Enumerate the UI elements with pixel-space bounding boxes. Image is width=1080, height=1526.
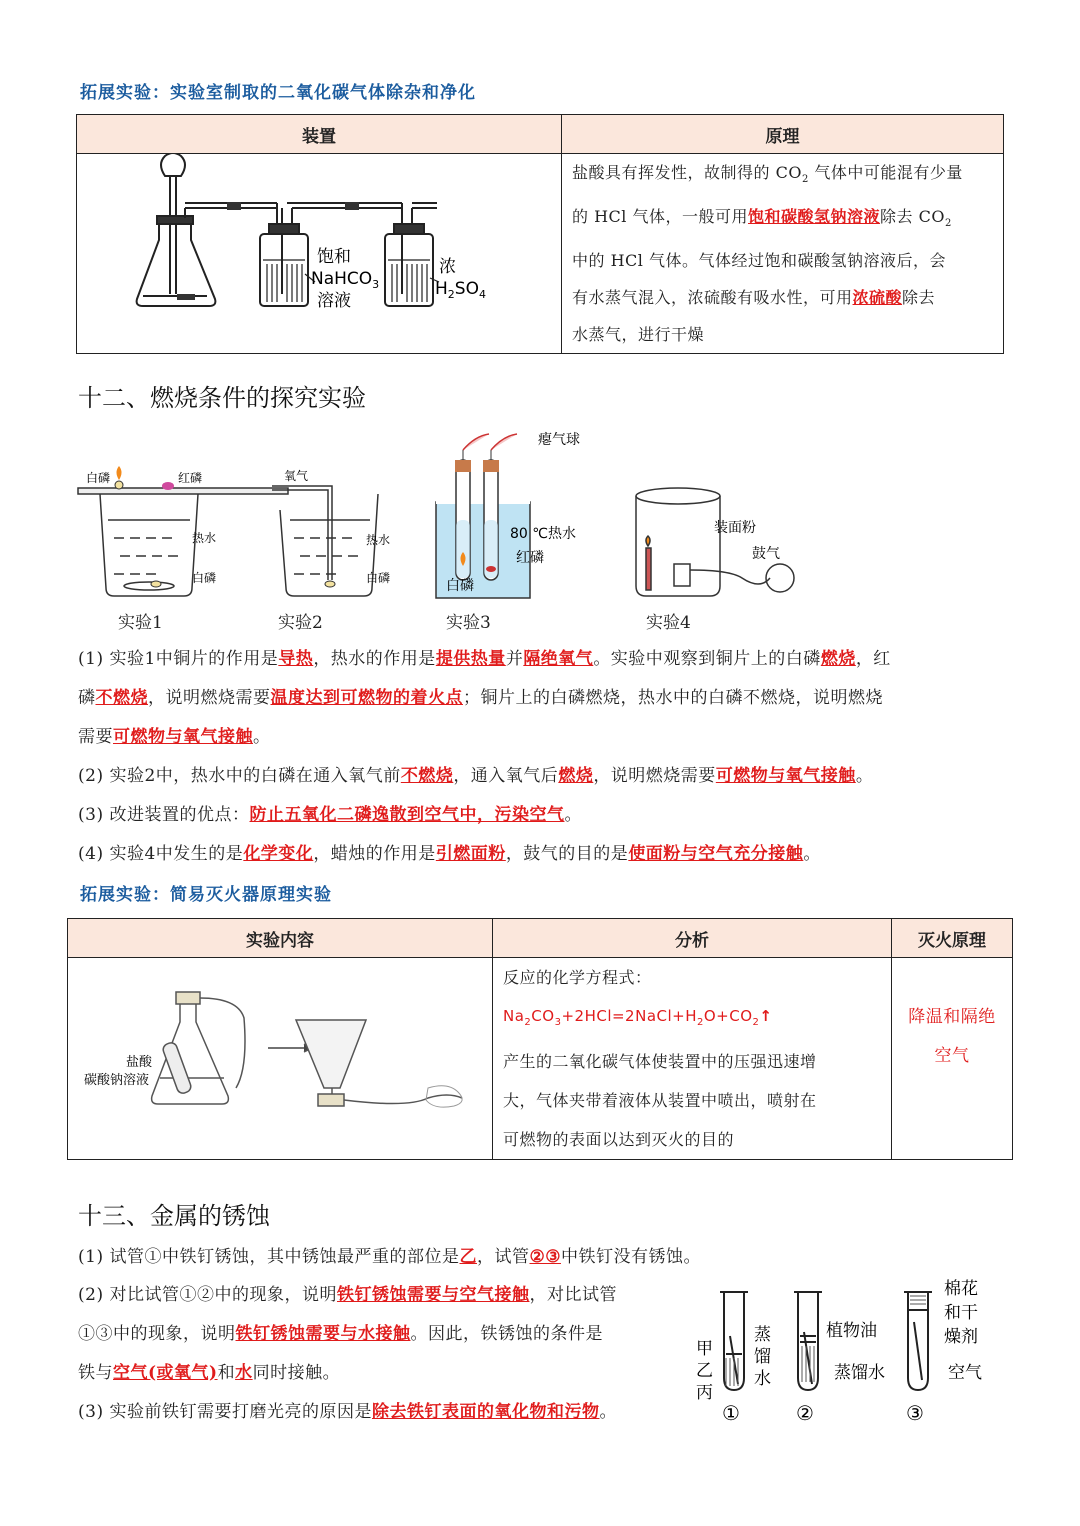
- s13-q3-b: 。: [599, 1402, 617, 1422]
- ext2-col-analysis: 分析: [493, 919, 892, 958]
- label-vegetable-oil: 植物油: [826, 1321, 877, 1341]
- eq-s2: 3: [554, 1017, 562, 1028]
- q3-a: (3) 改进装置的优点：: [78, 805, 250, 825]
- s13-q1-a: (1) 试管①中铁钉锈蚀，其中锈蚀最严重的部位是: [78, 1247, 460, 1267]
- q2-d: 。: [855, 766, 874, 786]
- h2so4-h: H: [435, 279, 448, 299]
- rust-test-tubes-figure: [686, 1272, 1016, 1432]
- q1-f: 磷: [78, 688, 96, 708]
- ext1-p4a: 有水蒸气混入，浓硫酸有吸水性，可用: [572, 288, 853, 308]
- q4-a: (4) 实验4中发生的是: [78, 844, 244, 864]
- q4-c: ，鼓气的目的是: [505, 844, 629, 864]
- ext2-principle-line2: 空气: [934, 1046, 970, 1066]
- q1-ans-heat-conduct: 导热: [278, 649, 314, 669]
- label-nahco3-main: NaHCO: [311, 269, 373, 289]
- label-distilled-1: 蒸: [754, 1325, 771, 1345]
- q1-a: (1) 实验1中铜片的作用是: [78, 649, 279, 669]
- label-solution: 溶液: [317, 291, 351, 311]
- s13-q2-ans-water2: 水: [235, 1363, 253, 1383]
- ext1-line3: 中的 HCl 气体。气体经过饱和碳酸氢钠溶液后，会: [572, 251, 946, 271]
- co2-purification-diagram: [77, 154, 561, 340]
- ext2-principle-cell: [892, 958, 1013, 1160]
- label-yi: 乙: [696, 1361, 713, 1381]
- s13-q2-ans-air: 铁钉锈蚀需要与空气接触: [336, 1285, 530, 1305]
- label-distilled-water: 蒸馏水: [834, 1363, 885, 1383]
- sec12-q4: [78, 835, 1008, 874]
- eq-b: CO: [531, 1007, 555, 1025]
- q4-ans-ignite: 引燃面粉: [435, 844, 506, 864]
- s13-q2-a: (2) 对比试管①②中的现象，说明: [78, 1285, 337, 1305]
- s13-q2-f: 和: [217, 1363, 236, 1383]
- exp4-flour-label: 装面粉: [714, 520, 756, 536]
- q3-ans: 防止五氧化二磷逸散到空气中，污染空气: [249, 805, 565, 825]
- label-bing: 丙: [696, 1383, 713, 1403]
- label-jia: 甲: [696, 1339, 713, 1359]
- label-cotton-1: 棉花: [944, 1279, 978, 1299]
- label-na2co3: 碳酸钠溶液: [84, 1073, 150, 1088]
- q1-j: 。: [253, 727, 271, 747]
- ext1-principle-cell: [562, 154, 1004, 354]
- s13-q2-ans-water: 铁钉锈蚀需要与水接触: [235, 1324, 411, 1344]
- q2-a: (2) 实验2中，热水中的白磷在通入氧气前: [78, 766, 401, 786]
- ext2-col-principle: 灭火原理: [892, 919, 1013, 958]
- q2-b: ，通入氧气后: [453, 766, 559, 786]
- ext2-a4: 可燃物的表面以达到灭火的目的: [503, 1130, 735, 1149]
- h2so4-so: SO: [454, 279, 479, 299]
- s13-q1-c: 中铁钉没有锈蚀。: [560, 1247, 701, 1267]
- eq-s1: 2: [524, 1017, 532, 1028]
- s13-q1-b: ，试管: [476, 1247, 530, 1267]
- ext2-col-content: 实验内容: [68, 919, 493, 958]
- exp2-white-phosphorus-label: 白磷: [366, 571, 391, 585]
- ext2-table: [67, 918, 1013, 1160]
- q2-ans-burn: 燃烧: [558, 766, 594, 786]
- ext1-p1sub: 2: [801, 174, 809, 186]
- ext1-answer-h2so4: 浓硫酸: [852, 288, 903, 308]
- q1-i: 需要: [78, 727, 113, 747]
- s13-q3-a: (3) 实验前铁钉需要打磨光亮的原因是: [78, 1402, 372, 1422]
- exp2-oxygen-label: 氧气: [284, 469, 309, 483]
- sec12-q1-line1: [78, 640, 1008, 679]
- ext1-p2sub: 2: [944, 218, 952, 230]
- ext2-title: 拓展实验：简易灭火器原理实验: [80, 885, 332, 905]
- ext1-p1b: 气体中可能混有少量: [808, 163, 963, 182]
- ext2-a2: 产生的二氧化碳气体使装置中的压强迅速增: [503, 1052, 817, 1071]
- exp2-hot-water-label: 热水: [366, 533, 391, 547]
- exp1-red-phosphorus-label: 红磷: [178, 471, 203, 485]
- funnel-bulb: [161, 154, 185, 176]
- q1-ans-burn: 燃烧: [820, 649, 856, 669]
- s13-q2-c: ①③中的现象，说明: [78, 1324, 236, 1344]
- s13-q1-ans-tubes: ②③: [529, 1247, 561, 1267]
- q1-ans-heat: 提供热量: [435, 649, 506, 669]
- ext1-line5: 水蒸气，进行干燥: [572, 325, 705, 345]
- sec13-q2-line2: [78, 1315, 688, 1354]
- ext1-p2b: 除去 CO: [880, 207, 945, 227]
- sec13-q2-line3: [78, 1354, 688, 1393]
- exp3-hot-water-label: 80 ℃热水: [510, 526, 576, 542]
- eq-c: +2HCl=2NaCl+H: [561, 1007, 697, 1025]
- ext1-answer-nahco3: 饱和碳酸氢钠溶液: [748, 207, 881, 227]
- label-nahco3: [311, 269, 379, 291]
- exp3-balloon-label: 瘪气球: [538, 432, 580, 448]
- s13-q2-e: 铁与: [78, 1363, 113, 1383]
- label-distilled-3: 水: [754, 1369, 771, 1389]
- ext2-a1: 反应的化学方程式：: [503, 968, 652, 987]
- exp4-caption: 实验4: [646, 613, 691, 633]
- label-cotton-3: 燥剂: [944, 1327, 978, 1347]
- extinguisher-diagram: [68, 958, 492, 1154]
- sec12-q1-line3: [78, 718, 1008, 757]
- q4-ans-contact: 使面粉与空气充分接触: [628, 844, 804, 864]
- q1-c: 并: [505, 649, 524, 669]
- q1-ans-ignition: 温度达到可燃物的着火点: [270, 688, 463, 708]
- ext1-table: [76, 114, 1004, 354]
- label-h2so4: [435, 279, 486, 301]
- label-air: 空气: [948, 1363, 982, 1383]
- s13-q1-ans-yi: 乙: [459, 1247, 477, 1267]
- h2so4-sub1: 2: [447, 288, 455, 301]
- exp1-beaker: [78, 488, 288, 596]
- q1-h: ；铜片上的白磷燃烧，热水中的白磷不燃烧，说明燃烧: [463, 688, 883, 708]
- ext2-a3: 大，气体夹带着液体从装置中喷出，喷射在: [503, 1091, 817, 1110]
- label-cotton-2: 和干: [944, 1303, 978, 1323]
- ext1-p4b: 除去: [902, 288, 936, 308]
- q4-d: 。: [803, 844, 821, 864]
- sec12-q3: [78, 796, 1008, 835]
- ext1-line1: [572, 154, 993, 198]
- ext1-line4: [572, 279, 993, 316]
- q4-b: ，蜡烛的作用是: [313, 844, 436, 864]
- sec12-q1-line2: [78, 679, 1008, 718]
- ext2-analysis-cell: [493, 958, 892, 1160]
- ext2-equation: [503, 997, 881, 1042]
- sec13-title: 十三、金属的锈蚀: [78, 1202, 270, 1230]
- q1-b: ，热水的作用是: [313, 649, 436, 669]
- eq-a: Na: [503, 1007, 525, 1025]
- label-tube-2: ②: [796, 1401, 814, 1425]
- q2-c: ，说明燃烧需要: [593, 766, 716, 786]
- q4-ans-chem: 化学变化: [243, 844, 314, 864]
- label-distilled-2: 馏: [754, 1347, 771, 1367]
- q1-e: ，红: [855, 649, 891, 669]
- ext1-line2: [572, 198, 993, 242]
- eq-arrow: ↑: [759, 1007, 773, 1025]
- ext1-title: 拓展实验：实验室制取的二氧化碳气体除杂和净化: [80, 83, 476, 103]
- s13-q2-g: 同时接触。: [252, 1363, 341, 1383]
- label-tube-3: ③: [906, 1401, 924, 1425]
- s13-q3-ans: 除去铁钉表面的氧化物和污物: [371, 1402, 600, 1422]
- h2so4-sub2: 4: [478, 288, 486, 301]
- exp1-white-phosphorus-label: 白磷: [86, 471, 111, 485]
- q2-ans-not-burn: 不燃烧: [400, 766, 454, 786]
- label-hcl: 盐酸: [126, 1055, 153, 1070]
- sec12-title: 十二、燃烧条件的探究实验: [78, 384, 366, 412]
- exp1-caption: 实验1: [118, 613, 163, 633]
- exp2-beaker: [272, 486, 378, 596]
- sec13-q2-q3: [78, 1276, 688, 1432]
- ext2-principle-line1: 降温和隔绝: [908, 1007, 996, 1027]
- eq-s3: 2: [697, 1017, 704, 1028]
- s13-q2-ans-oxygen: 空气(或氧气): [113, 1363, 218, 1383]
- q2-ans-oxygen: 可燃物与氧气接触: [715, 766, 856, 786]
- q3-b: 。: [564, 805, 582, 825]
- exp3-white-phosphorus-label: 白磷: [446, 578, 474, 594]
- sec13-q3: [78, 1393, 688, 1432]
- sec13-q2-line1: [78, 1276, 688, 1315]
- s13-q2-b: ，对比试管: [529, 1285, 617, 1305]
- ext1-col-principle: 原理: [562, 115, 1004, 154]
- label-conc: 浓: [439, 257, 456, 277]
- q1-g: ，说明燃烧需要: [148, 688, 271, 708]
- eq-d: O+CO: [703, 1007, 753, 1025]
- exp1-hot-water-label: 热水: [192, 531, 217, 545]
- q1-ans-oxygen: 可燃物与氧气接触: [113, 727, 253, 747]
- exp3-red-phosphorus-label: 红磷: [516, 550, 544, 566]
- eq-s4: 2: [752, 1017, 760, 1028]
- label-saturated: 饱和: [317, 247, 351, 267]
- exp2-caption: 实验2: [278, 613, 323, 633]
- ext2-content-cell: [68, 958, 493, 1160]
- combustion-experiments-figure: [70, 420, 830, 635]
- q1-d: 。实验中观察到铜片上的白磷: [593, 649, 821, 669]
- q1-ans-isolate: 隔绝氧气: [523, 649, 594, 669]
- exp3-caption: 实验3: [446, 613, 491, 633]
- sec12-q2: [78, 757, 1008, 796]
- ext1-p1a: 盐酸具有挥发性，故制得的 CO: [572, 163, 802, 182]
- ext1-col-apparatus: 装置: [77, 115, 562, 154]
- ext1-p2a: 的 HCl 气体，一般可用: [572, 207, 748, 227]
- exp3-apparatus: [436, 434, 530, 598]
- sec12-questions: [78, 640, 1008, 874]
- exp4-blow-label: 鼓气: [752, 546, 780, 562]
- label-tube-1: ①: [722, 1401, 740, 1425]
- exp4-apparatus: [636, 488, 794, 596]
- s13-q2-d: 。因此，铁锈蚀的条件是: [410, 1324, 603, 1344]
- ext1-apparatus-cell: [77, 154, 562, 354]
- label-nahco3-sub: 3: [372, 278, 380, 291]
- exp1-white-phosphorus-water-label: 白磷: [192, 571, 217, 585]
- q1-ans-not-burn: 不燃烧: [95, 688, 148, 708]
